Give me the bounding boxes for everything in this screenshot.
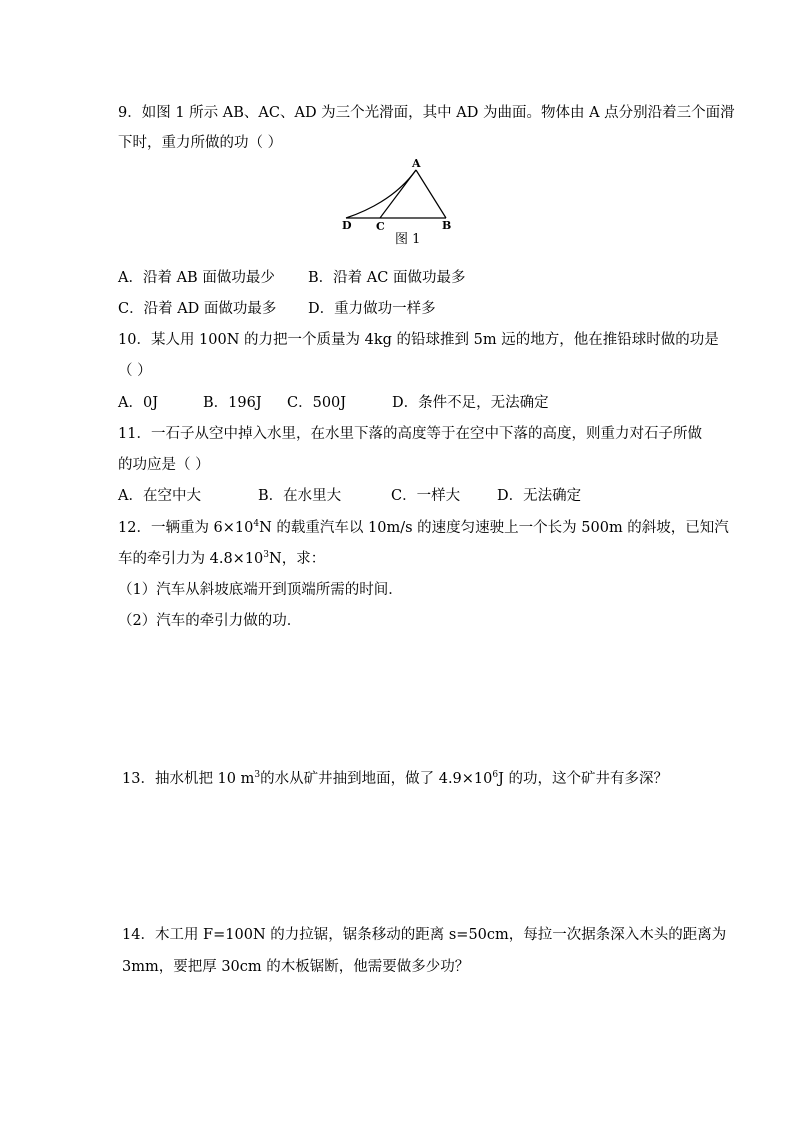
q11-option-d: D．无法确定 xyxy=(497,488,582,504)
q9-line2: 下时，重力所做的功（ ） xyxy=(118,135,283,151)
q12-line2 xyxy=(118,549,325,569)
label-d: D xyxy=(342,219,352,232)
q10-option-a: A．0J xyxy=(118,395,159,411)
q12-line2-end: N，求： xyxy=(269,551,326,567)
label-a: A xyxy=(412,157,421,170)
q9-line1: 9．如图 1 所示 AB、AC、AD 为三个光滑面，其中 AD 为曲面。物体由 A 点分别沿着三个面滑 xyxy=(118,105,735,121)
q12-line1 xyxy=(118,518,729,538)
q12-exponent-1: 4 xyxy=(253,519,260,530)
q12-sub2: （2）汽车的牵引力做的功． xyxy=(118,613,302,629)
q12-line1-end: N 的载重汽车以 10m/s 的速度匀速驶上一个长为 500m 的斜坡，已知汽 xyxy=(259,520,729,536)
q13-exponent-2: 6 xyxy=(492,770,499,781)
figure-caption: 图 1 xyxy=(395,232,421,247)
q12-line1-start: 12．一辆重为 6×10 xyxy=(118,520,254,536)
q13-line xyxy=(122,769,668,789)
q9-option-b: B．沿着 AC 面做功最多 xyxy=(308,270,466,286)
q12-line2-start: 车的牵引力为 4.8×10 xyxy=(118,551,264,567)
q12-exponent-2: 3 xyxy=(263,550,270,561)
q11-option-c: C．一样大 xyxy=(391,488,461,504)
q10-option-d: D．条件不足，无法确定 xyxy=(392,395,549,411)
label-b: B xyxy=(442,219,452,232)
q9-option-d: D．重力做功一样多 xyxy=(308,301,436,317)
q9-option-c: C．沿着 AD 面做功最多 xyxy=(118,301,277,317)
surface-ab xyxy=(416,170,446,218)
q14-line1: 14．木工用 F=100N 的力拉锯，锯条移动的距离 s=50cm，每拉一次据条深入木头的距离为 xyxy=(122,927,727,943)
surface-ad-curve xyxy=(346,170,416,218)
q10-line1: 10．某人用 100N 的力把一个质量为 4kg 的铅球推到 5m 远的地方，他在推铅球时做的功是 xyxy=(118,332,719,348)
q13-start: 13．抽水机把 10 m xyxy=(122,771,255,787)
q10-option-b: B．196J xyxy=(203,395,262,411)
label-c: C xyxy=(376,220,385,233)
q11-option-a: A．在空中大 xyxy=(118,488,201,504)
q14-line2: 3mm，要把厚 30cm 的木板锯断，他需要做多少功？ xyxy=(122,959,470,975)
q11-option-b: B．在水里大 xyxy=(258,488,342,504)
q13-middle: 的水从矿井抽到地面，做了 4.9×10 xyxy=(260,771,493,787)
q11-line1: 11．一石子从空中掉入水里，在水里下落的高度等于在空中下落的高度，则重力对石子所做 xyxy=(118,426,702,442)
q13-exponent-1: 3 xyxy=(254,770,261,781)
q13-end: J 的功，这个矿井有多深？ xyxy=(498,771,669,787)
q10-option-c: C．500J xyxy=(287,395,347,411)
q11-line2: 的功应是（ ） xyxy=(118,457,210,473)
q9-option-a: A．沿着 AB 面做功最少 xyxy=(118,270,275,286)
q12-sub1: （1）汽车从斜坡底端开到顶端所需的时间． xyxy=(118,582,403,598)
q10-line2: （ ） xyxy=(118,363,152,379)
